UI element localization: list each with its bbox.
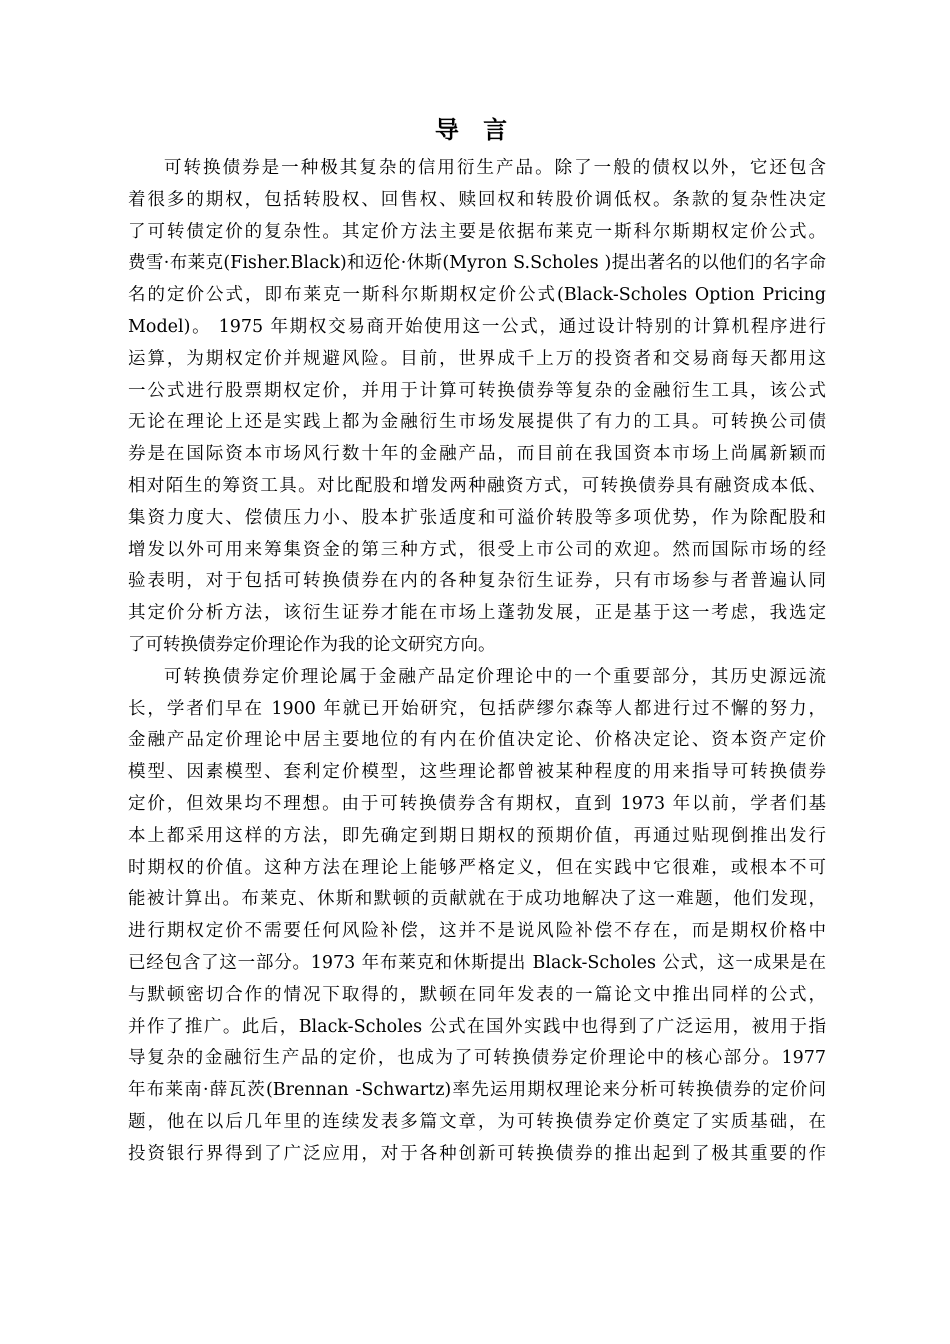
text-line: 集资力度大、偿债压力小、股本扩张适度和可溢价转股等多项优势，作为除配股和	[128, 507, 826, 528]
text-line: 投资银行界得到了广泛应用，对于各种创新可转换债券的推出起到了极其重要的作	[128, 1143, 826, 1164]
page-title: 导 言	[434, 116, 516, 144]
text-line: 与默顿密切合作的情况下取得的，默顿在同年发表的一篇论文中推出同样的公式，	[128, 984, 826, 1005]
text-line: 题，他在以后几年里的连续发表多篇文章，为可转换债券定价奠定了实质基础，在	[128, 1111, 826, 1132]
text-line: 名的定价公式，即布莱克一斯科尔斯期权定价公式(Black-Scholes Option Pricing	[128, 285, 826, 306]
text-line: 定价，但效果均不理想。由于可转换债券含有期权，直到 1973 年以前，学者们基	[128, 793, 826, 814]
text-line: 费雪·布莱克(Fisher.Black)和迈伦·休斯(Myron S.Scholes )提出著名的以他们的名字命	[128, 253, 826, 274]
text-line: 了可转换债券定价理论作为我的论文研究方向。	[128, 634, 496, 655]
text-line: 了可转债定价的复杂性。其定价方法主要是依据布莱克一斯科尔斯期权定价公式。	[128, 221, 826, 242]
text-line: 着很多的期权，包括转股权、回售权、赎回权和转股价调低权。条款的复杂性决定	[128, 189, 826, 210]
text-line: 模型、因素模型、套利定价模型，这些理论都曾被某种程度的用来指导可转换债券	[128, 762, 826, 783]
text-line: 其定价分析方法，该衍生证券才能在市场上蓬勃发展，正是基于这一考虑，我选定	[128, 603, 826, 624]
text-line: 可转换债券定价理论属于金融产品定价理论中的一个重要部分，其历史源远流	[164, 666, 826, 687]
text-line: 进行期权定价不需要任何风险补偿，这并不是说风险补偿不存在，而是期权价格中	[128, 921, 826, 942]
paragraph-2	[128, 662, 826, 1171]
text-line: 一公式进行股票期权定价，并用于计算可转换债券等复杂的金融衍生工具，该公式	[128, 380, 826, 401]
text-line: 导复杂的金融衍生产品的定价，也成为了可转换债券定价理论中的核心部分。1977	[128, 1048, 826, 1069]
text-line: 并作了推广。此后，Black-Scholes 公式在国外实践中也得到了广泛运用，被用于指	[128, 1016, 826, 1037]
text-line: 本上都采用这样的方法，即先确定到期日期权的预期价值，再通过贴现倒推出发行	[128, 825, 826, 846]
text-line: 长，学者们早在 1900 年就已开始研究，包括萨缪尔森等人都进行过不懈的努力，	[128, 698, 826, 719]
body-text	[128, 153, 826, 1171]
text-line: 可转换债券是一种极其复杂的信用衍生产品。除了一般的债权以外，它还包含	[164, 158, 826, 178]
text-line: Model)。 1975 年期权交易商开始使用这一公式，通过设计特别的计算机程序进行	[128, 316, 826, 337]
text-line: 能被计算出。布莱克、休斯和默顿的贡献就在于成功地解决了这一难题，他们发现，	[128, 889, 826, 910]
text-line: 相对陌生的筹资工具。对比配股和增发两种融资方式，可转换债券具有融资成本低、	[128, 475, 826, 496]
text-line: 增发以外可用来筹集资金的第三种方式，很受上市公司的欢迎。然而国际市场的经	[128, 539, 826, 560]
text-line: 验表明，对于包括可转换债券在内的各种复杂衍生证券，只有市场参与者普遍认同	[128, 571, 826, 592]
text-line: 券是在国际资本市场风行数十年的金融产品，而目前在我国资本市场上尚属新颖而	[128, 444, 826, 465]
text-line: 无论在理论上还是实践上都为金融衍生市场发展提供了有力的工具。可转换公司债	[128, 412, 826, 433]
text-line: 已经包含了这一部分。1973 年布莱克和休斯提出 Black-Scholes 公式，这一成果是在	[128, 952, 826, 973]
text-line: 年布莱南·薛瓦茨(Brennan -Schwartz)率先运用期权理论来分析可转换债券的定价问	[128, 1080, 826, 1101]
text-line: 时期权的价值。这种方法在理论上能够严格定义，但在实践中它很难，或根本不可	[128, 857, 826, 878]
paragraph-1	[128, 153, 826, 662]
text-line: 金融产品定价理论中居主要地位的有内在价值决定论、价格决定论、资本资产定价	[128, 730, 826, 751]
text-line: 运算，为期权定价并规避风险。目前，世界成千上万的投资者和交易商每天都用这	[128, 348, 826, 369]
